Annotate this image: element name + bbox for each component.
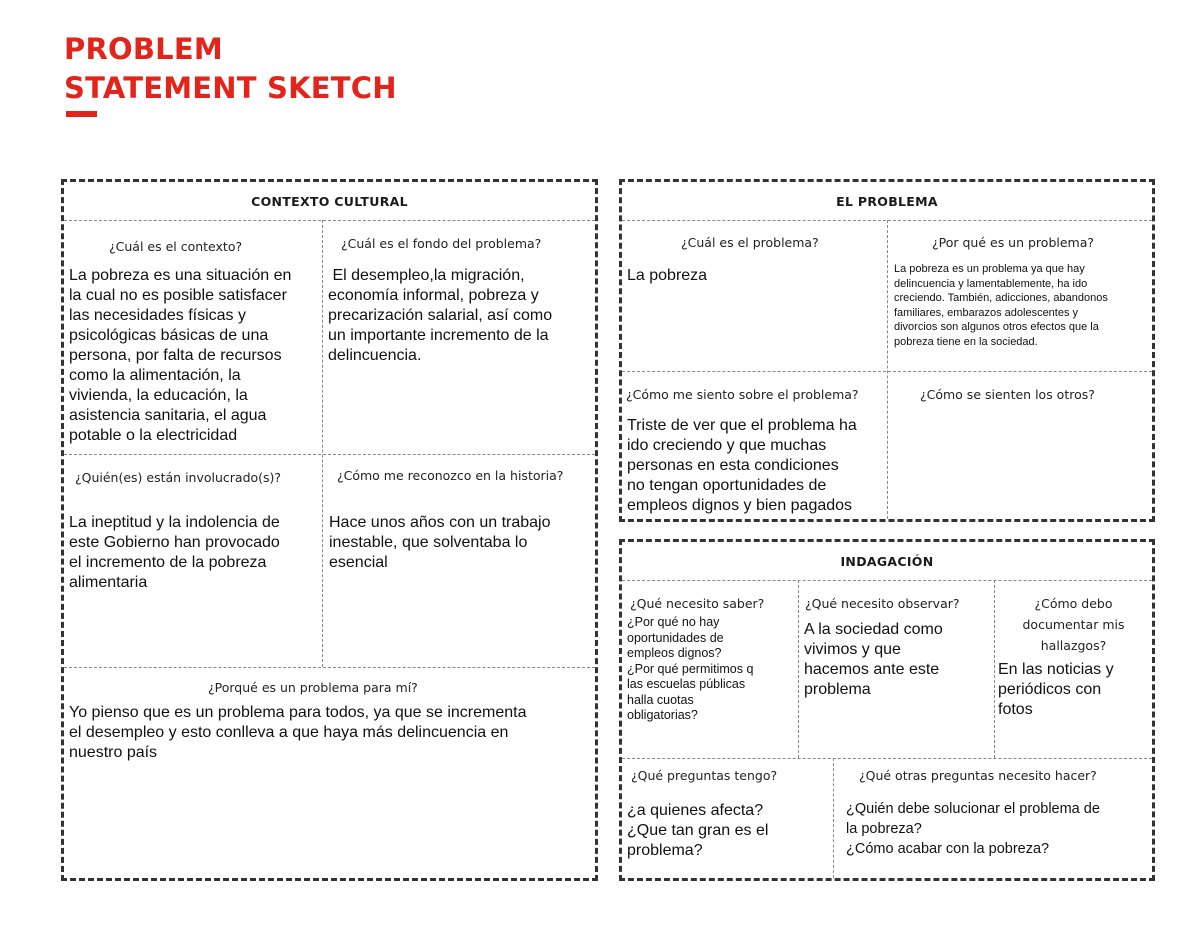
por-que-problema-cell bbox=[888, 220, 1152, 371]
answer-line: potable o la electricidad bbox=[69, 427, 238, 444]
cual-problema-cell bbox=[622, 220, 887, 371]
answer-line: oportunidades de bbox=[627, 630, 724, 645]
porque-mi-question: ¿Porqué es un problema para mí? bbox=[208, 680, 418, 695]
answer-line: ¿Cómo acabar con la pobreza? bbox=[846, 841, 1050, 857]
answer-line: como la alimentación, la bbox=[69, 367, 241, 384]
answer-line: A la sociedad como bbox=[804, 621, 943, 638]
involucrados-question: ¿Quién(es) están involucrado(s)? bbox=[75, 470, 282, 485]
answer-line: ¿a quienes afecta? bbox=[627, 802, 764, 819]
answer-line: la pobreza? bbox=[846, 821, 922, 837]
answer-line: la cual no es posible satisfacer bbox=[69, 287, 287, 304]
answer-line: ¿Por qué permitimos q bbox=[627, 661, 754, 676]
answer-line: La pobreza es un problema ya que hay bbox=[894, 263, 1085, 275]
answer-line: familiares, embarazos adolescentes y bbox=[894, 306, 1079, 319]
answer-line: las escuelas públicas bbox=[627, 677, 746, 691]
como-se-sienten-otros-cell bbox=[888, 372, 1152, 519]
que-preguntas-tengo-answer bbox=[627, 801, 768, 861]
contexto-cultural-panel bbox=[61, 179, 598, 881]
fondo-cell bbox=[323, 220, 595, 454]
answer-line: Yo pienso que es un problema para todos, ya que se incrementa bbox=[69, 704, 527, 721]
contexto-cultural-header: CONTEXTO CULTURAL bbox=[64, 182, 595, 221]
answer-line: el desempleo y esto conlleva a que haya más delincuencia en bbox=[69, 724, 509, 741]
fondo-answer bbox=[328, 266, 552, 366]
answer-line: El desempleo,la migración, bbox=[328, 267, 525, 284]
answer-line: pobreza tiene en la sociedad. bbox=[894, 335, 1038, 348]
answer-line: fotos bbox=[998, 701, 1033, 718]
cual-problema-answer: La pobreza bbox=[627, 267, 708, 284]
answer-line: precarización salarial, así como bbox=[328, 307, 553, 324]
por-que-problema-question: ¿Por qué es un problema? bbox=[932, 235, 1095, 250]
el-problema-header: EL PROBLEMA bbox=[622, 182, 1152, 221]
answer-line: ¿Por qué no hay bbox=[627, 615, 720, 629]
answer-line: Triste de ver que el problema ha bbox=[627, 417, 857, 434]
answer-line: el incremento de la pobreza bbox=[69, 554, 267, 571]
title-line-1: PROBLEM bbox=[64, 32, 223, 66]
indagacion-header: INDAGACIÓN bbox=[622, 542, 1152, 581]
answer-line: psicológicas básicas de una bbox=[69, 327, 269, 344]
porque-mi-cell bbox=[64, 668, 595, 878]
que-necesito-observar-answer bbox=[804, 620, 943, 700]
answer-line: las necesidades físicas y bbox=[69, 307, 246, 324]
answer-line: ¿Quién debe solucionar el problema de bbox=[846, 801, 1100, 817]
historia-answer bbox=[329, 513, 550, 573]
otras-preguntas-answer bbox=[846, 799, 1100, 859]
que-necesito-saber-question: ¿Qué necesito saber? bbox=[630, 596, 765, 611]
question-line: documentar mis bbox=[1022, 617, 1125, 632]
question-line: ¿Cómo debo bbox=[1034, 596, 1113, 611]
answer-line: La ineptitud y la indolencia de bbox=[69, 514, 280, 531]
title-accent-bar bbox=[66, 111, 97, 117]
porque-mi-answer bbox=[69, 703, 527, 763]
como-me-siento-answer bbox=[627, 416, 857, 516]
fondo-question: ¿Cuál es el fondo del problema? bbox=[341, 236, 542, 251]
historia-cell bbox=[323, 455, 595, 667]
como-me-siento-question: ¿Cómo me siento sobre el problema? bbox=[626, 387, 859, 402]
involucrados-cell bbox=[64, 455, 322, 667]
answer-line: nuestro país bbox=[69, 744, 158, 761]
answer-line: esencial bbox=[329, 554, 388, 571]
answer-line: empleos dignos? bbox=[627, 646, 722, 660]
historia-question: ¿Cómo me reconozco en la historia? bbox=[337, 468, 564, 483]
contexto-question: ¿Cuál es el contexto? bbox=[109, 239, 243, 254]
como-me-siento-cell bbox=[622, 372, 887, 519]
indagacion-panel bbox=[619, 539, 1155, 881]
answer-line: vivimos y que bbox=[804, 641, 901, 658]
answer-line: divorcios son algunos otros efectos que la bbox=[894, 321, 1099, 333]
answer-line: alimentaria bbox=[69, 574, 148, 591]
answer-line: asistencia sanitaria, el agua bbox=[69, 407, 267, 424]
cual-problema-question: ¿Cuál es el problema? bbox=[681, 235, 819, 250]
answer-line: persona, por falta de recursos bbox=[69, 347, 282, 364]
el-problema-panel bbox=[619, 179, 1155, 522]
involucrados-answer bbox=[69, 513, 280, 593]
answer-line: ¿Que tan gran es el bbox=[627, 822, 769, 839]
answer-line: economía informal, pobreza y bbox=[328, 287, 539, 304]
otras-preguntas-question: ¿Qué otras preguntas necesito hacer? bbox=[859, 768, 1097, 783]
answer-line: ido creciendo y que muchas bbox=[627, 437, 827, 454]
page-title bbox=[64, 30, 397, 108]
como-documentar-cell bbox=[995, 580, 1152, 758]
answer-line: halla cuotas bbox=[627, 692, 694, 707]
por-que-problema-answer bbox=[894, 262, 1108, 349]
como-documentar-question bbox=[995, 593, 1152, 656]
answer-line: empleos dignos y bien pagados bbox=[627, 497, 853, 514]
que-preguntas-tengo-question: ¿Qué preguntas tengo? bbox=[631, 768, 778, 783]
que-necesito-saber-cell bbox=[622, 580, 798, 758]
como-se-sienten-otros-question: ¿Cómo se sienten los otros? bbox=[920, 387, 1095, 402]
que-necesito-observar-cell bbox=[799, 580, 994, 758]
que-necesito-observar-question: ¿Qué necesito observar? bbox=[805, 596, 960, 611]
question-line: hallazgos? bbox=[1040, 638, 1107, 653]
answer-line: Hace unos años con un trabajo bbox=[329, 514, 551, 531]
answer-line: En las noticias y bbox=[998, 661, 1114, 678]
que-necesito-saber-answer bbox=[627, 615, 753, 724]
answer-line: vivienda, la educación, la bbox=[69, 387, 248, 404]
answer-line: hacemos ante este bbox=[804, 661, 940, 678]
answer-line: inestable, que solventaba lo bbox=[329, 534, 528, 551]
answer-line: problema bbox=[804, 681, 871, 698]
answer-line: periódicos con bbox=[998, 681, 1102, 698]
answer-line: problema? bbox=[627, 842, 703, 859]
contexto-answer bbox=[69, 266, 291, 446]
answer-line: este Gobierno han provocado bbox=[69, 534, 280, 551]
answer-line: un importante incremento de la bbox=[328, 327, 549, 344]
que-preguntas-tengo-cell bbox=[622, 759, 833, 878]
answer-line: La pobreza es una situación en bbox=[69, 267, 292, 284]
como-documentar-answer bbox=[998, 660, 1114, 720]
contexto-cell bbox=[64, 220, 322, 454]
answer-line: delincuencia y lamentablemente, ha ido bbox=[894, 277, 1088, 290]
answer-line: obligatorias? bbox=[627, 708, 698, 722]
answer-line: no tengan oportunidades de bbox=[627, 477, 827, 494]
otras-preguntas-cell bbox=[834, 759, 1152, 878]
answer-line: personas en esta condiciones bbox=[627, 457, 839, 474]
answer-line: delincuencia. bbox=[328, 347, 422, 364]
title-line-2: STATEMENT SKETCH bbox=[64, 71, 397, 105]
answer-line: creciendo. También, adicciones, abandonos bbox=[894, 292, 1108, 304]
